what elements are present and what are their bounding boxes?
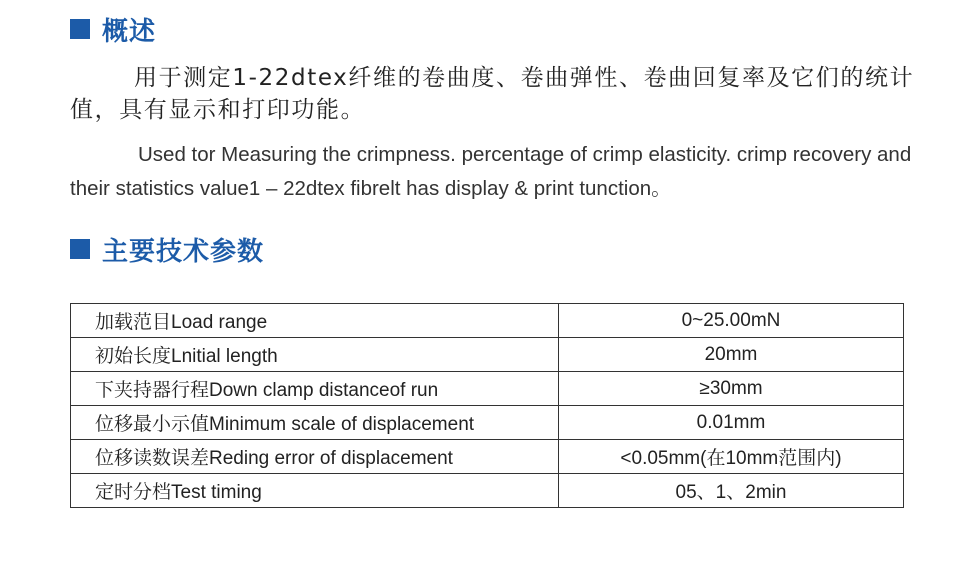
specs-heading — [70, 232, 264, 266]
spec-label: 位移最小示值Minimum scale of displacement — [71, 406, 559, 440]
square-bullet-icon — [70, 239, 90, 259]
table-row — [71, 474, 904, 508]
table-row — [71, 440, 904, 474]
spec-label: 下夹持器行程Down clamp distanceof run — [71, 372, 559, 406]
table-row — [71, 304, 904, 338]
table-row — [71, 372, 904, 406]
specs-table — [70, 303, 904, 508]
specs-heading-text: 主要技术参数 — [102, 236, 265, 267]
overview-heading — [70, 12, 156, 46]
overview-chinese-paragraph: 用于测定1-22dtex纤维的卷曲度、卷曲弹性、卷曲回复率及它们的统计值，具有显示和打印功能。 — [70, 65, 915, 123]
overview-heading-text: 概述 — [102, 16, 157, 47]
spec-value: 0~25.00mN — [559, 304, 904, 338]
spec-label: 加载范目Load range — [71, 304, 559, 338]
spec-value: 0.01mm — [559, 406, 904, 440]
spec-value: 05、1、2min — [559, 474, 904, 508]
spec-value: <0.05mm(在10mm范围内) — [559, 440, 904, 474]
spec-label: 位移读数误差Reding error of displacement — [71, 440, 559, 474]
spec-label: 定时分档Test timing — [71, 474, 559, 508]
spec-value: 20mm — [559, 338, 904, 372]
spec-value: ≥30mm — [559, 372, 904, 406]
square-bullet-icon — [70, 19, 90, 39]
table-row — [71, 406, 904, 440]
table-row — [71, 338, 904, 372]
spec-label: 初始长度Lnitial length — [71, 338, 559, 372]
overview-english-paragraph: Used tor Measuring the crimpness. percentage of crimp elasticity. crimp recovery and their statistics value1 – 22dtex fibrelt has display & print tunction。 — [70, 143, 912, 200]
